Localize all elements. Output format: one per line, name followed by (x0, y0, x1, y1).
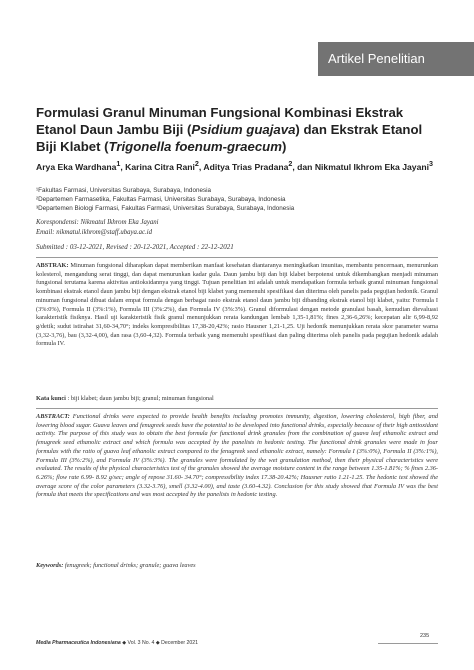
affiliation-line: ³Departemen Biologi Farmasi, Fakultas Farmasi, Universitas Surabaya, Surabaya, Indonesia (36, 205, 295, 212)
article-title: Formulasi Granul Minuman Fungsional Kombinasi Ekstrak Etanol Daun Jambu Biji (Psidium guajava) dan Ekstrak Etanol Biji Klabet (Trigonella foenum-graecum) (36, 105, 423, 154)
submission-dates: Submitted : 03-12-2021, Revised : 20-12-2021, Accepted : 22-12-2021 (36, 243, 234, 251)
correspondence (36, 218, 159, 238)
abstrak-paragraph: ABSTRAK: Minuman fungsional diharapkan dapat memberikan manfaat kesehatan diantaranya meningkatkan imunitas, membantu pencernaan, menurunkan kolesterol, mengandung serat tinggi, dan dapat menurunkan kadar gula. Daun jambu biji dan biji klabet berpotensi untuk dikembangkan menjadi minuman fungsional terutama karena aktivitas antioksidannya yang tinggi. Tujuan penelitian ini adalah untuk mendapatkan formula terbaik granul minuman fungsional kombinasi ekstrak etanol daun jambu biji dengan ekstrak etanol biji klabet yang memenuhi spesifikasi dan diterima oleh panelis pada pegujian hedonik. Granul minuman fungsional dibuat dalam empat formula dengan berbagai rasio ekstrak etanol daun jambu biji dibanding ekstrak etanol biji klabet, yaitu: Formula I (3%:0%), Formula II (3%:1%), Formula III (3%:2%), dan Formula IV (3%:3%). Granul diformulasi dengan metode granulasi basah, kemudian dievaluasi karakteristik fisiknya. Hasil uji karakteristik fisik granul menunjukkan rerata kandungan lembab 1,35-1,81%; fines 2,36-6,26%; kecepatan alir 6,99-8,92 g/detik; sudut istirahat 31,60-34,70°; indeks kompresibilitas 17,38-20,42%; rasio Hausner 1,21-1,25. Uji hedonik menunjukkan rerata skor parameter warna (3,32-3,76), bau (3,32-4,00), dan rasa (3,60-4,32). Formula terbaik yang memenuhi spesifikasi dan paling diterima oleh panelis pada pegujian hedonik adalah formula IV. (36, 262, 439, 348)
separator-icon: ◆ (122, 640, 127, 646)
affiliations (36, 186, 436, 213)
divider (36, 257, 438, 258)
divider (378, 643, 438, 644)
journal-date: December 2021 (161, 640, 199, 646)
abstract-paragraph: ABSTRACT: Functional drinks were expected to provide health benefits including promotes immunity, digestion, lowering cholesterol, high fiber, and lowering blood sugar. Guava leaves and fenugreek seeds have the potential to be developed into functional drinks, especially because of their high antioxidant activity. The purpose of this study was to obtain the best formula for functional drink granules from the combination of guava leaf ethanolic extract and fenugreek seed ethanolic extract and which formula was accepted by the panelists in hedonic testing. The functional drink granules were made in four formulas with the ratio of guava leaf ethanolic extract compared to the fenugreek seed ethanolic extract, namely: Formula I (3%:0%), Formula II (3%:1%), Formula III (3%:2%), and Formula IV (3%:3%). The granules were formulated by the wet granulation method, then their physical characteristics were evaluated. The results of the physical characteristics test of the granules showed the average moisture content in the range between 1.35-1.81%; % fines 2.36-6.26%; flow rate 6.99- 8.92 g/sec; angle of repose 31.60- 34.70°; compressibility index 17.38-20.42%; Hausner ratio 1.21-1.25. The hedonic test showed the average score of the color parameters (3.32-3.76), smell (3.32-4.00), and taste (3.60-4.32). Conclusion for this study showed that Formula IV was the best formula that meets the specifications and was most accepted by the panelists in hedonic testing. (36, 413, 438, 499)
kata-kunci: Kata kunci : biji klabet; daun jambu biji; granul; minuman fungsional (36, 395, 214, 402)
corresponding-author: Korespondensi: Nikmatul Ikhrom Eka Jayani (36, 219, 159, 226)
author-name: Arya Eka Wardhana (36, 161, 117, 172)
separator-icon: ◆ (155, 640, 160, 646)
journal-footer (36, 640, 198, 646)
author-name: Aditya Trias Pradana (203, 161, 289, 172)
journal-issue: Vol. 3 No. 4 (127, 640, 155, 646)
affiliation-line: ²Departemen Farmasetika, Fakultas Farmasi, Universitas Surabaya, Surabaya, Indonesia (36, 196, 286, 203)
corresponding-email: Email: nikmatul.ikhrom@staff.ubaya.ac.id (36, 229, 153, 236)
page-number: 235 (420, 633, 430, 639)
keywords: Keywords: fenugreek; functional drinks; granule; guava leaves (36, 562, 196, 569)
author-name: Nikmatul Ikhrom Eka Jayani (314, 161, 429, 172)
divider (36, 408, 438, 409)
journal-name: Media Pharmaceutica Indonesiana (36, 640, 121, 646)
affiliation-line: ¹Fakultas Farmasi, Universitas Surabaya, Surabaya, Indonesia (36, 187, 211, 194)
author-list: Arya Eka Wardhana$^1$, Karina Citra Rani$^2$, Aditya Trias Pradana$^2$, dan Nikmatul Ikhrom Eka Jayani$^3$ (36, 160, 433, 172)
author-name: Karina Citra Rani (125, 161, 195, 172)
section-label: Artikel Penelitian (318, 42, 474, 76)
